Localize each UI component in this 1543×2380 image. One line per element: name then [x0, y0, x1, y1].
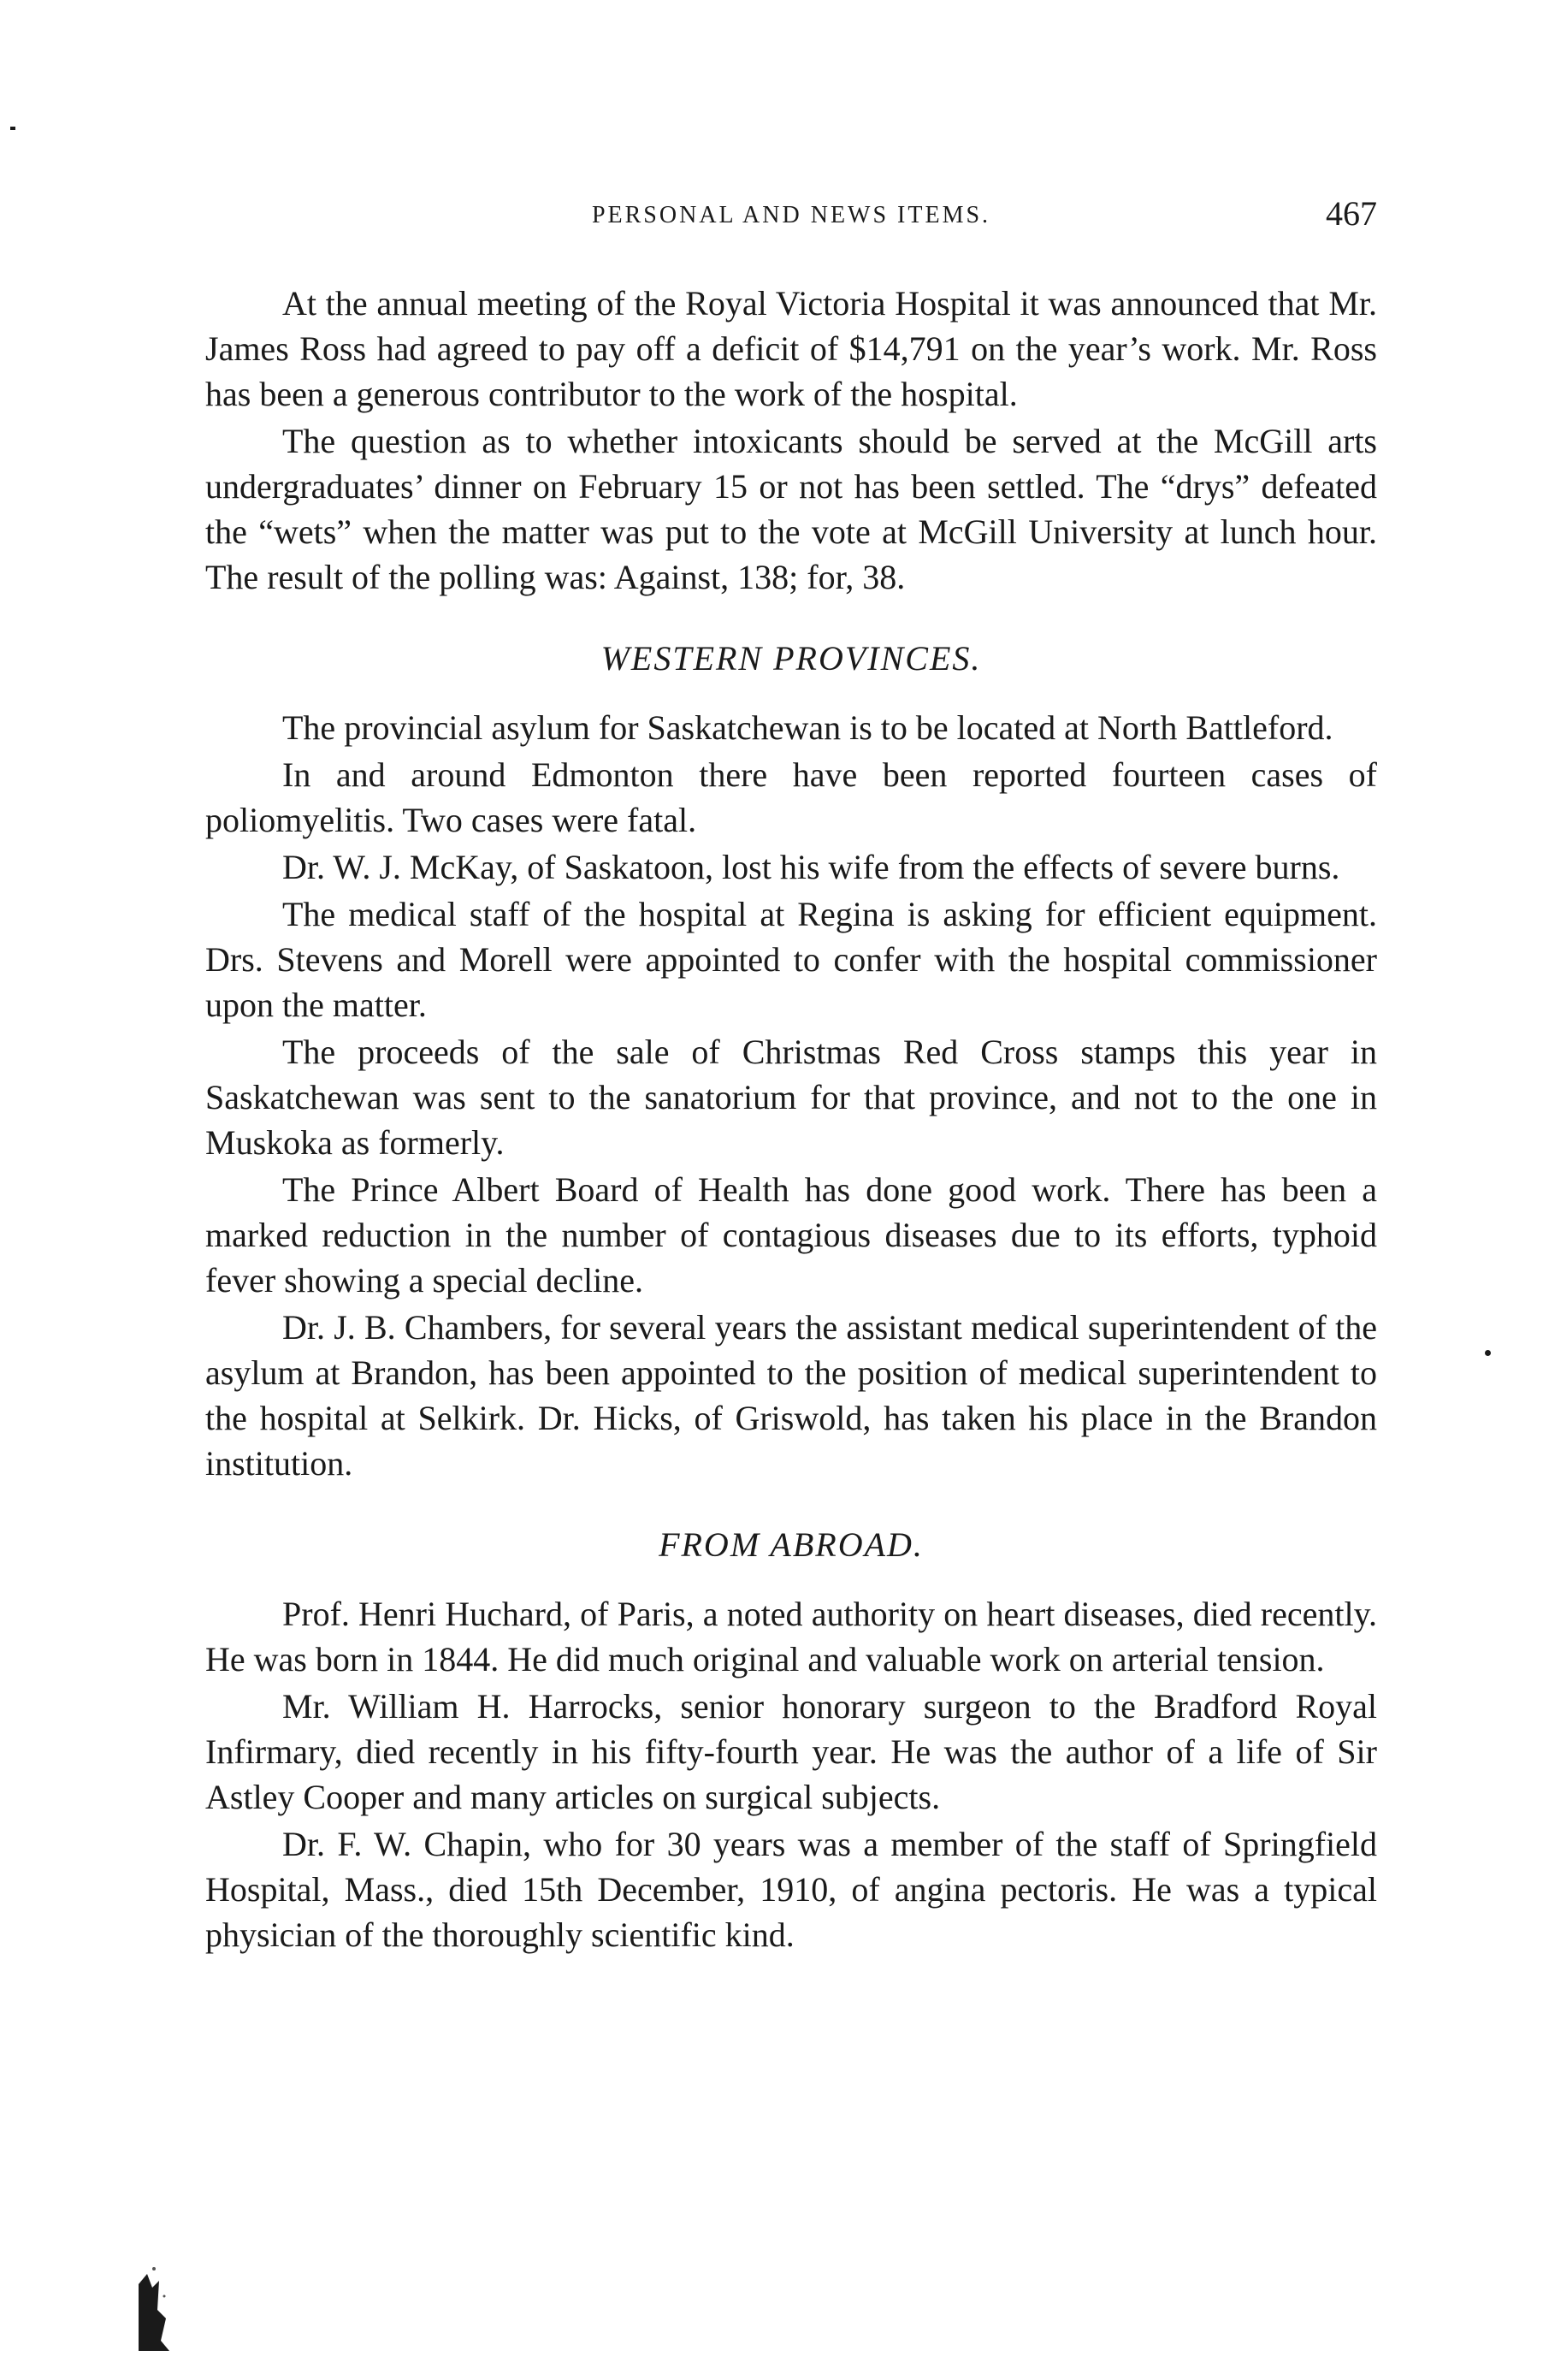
paragraph: The Prince Albert Board of Health has done good work. There has been a marked reduction in the number of contagious diseases due to its efforts, typhoid fever showing a special decline. [205, 1170, 1377, 1300]
paragraph: At the annual meeting of the Royal Victoria Hospital it was announced that Mr. James Ross had agreed to pay off a deficit of $14,791 on the year’s work. Mr. Ross has been a generous contributor to the work of the hospital. [205, 284, 1377, 413]
paragraph: Dr. J. B. Chambers, for several years the assistant medical superintendent of the asylum at Brandon, has been appointed to the position of medical superintendent to the hospital at Selkirk. Dr. Hicks, of Griswold, has taken his place in the Brandon institution. [205, 1308, 1377, 1483]
section-heading: WESTERN PROVINCES. [600, 639, 982, 678]
paragraph: Dr. W. J. McKay, of Saskatoon, lost his wife from the effects of severe burns. [282, 848, 1340, 886]
scan-edge-mark [135, 2259, 173, 2353]
page-number: 467 [1326, 194, 1377, 233]
running-head [205, 194, 1377, 245]
paragraph: The medical staff of the hospital at Regina is asking for efficient equipment. Drs. Stevens and Morell were appointed to confer with the hospital commissioner upon the matter. [205, 895, 1377, 1024]
scan-speck [10, 127, 15, 130]
paragraph: Mr. William H. Harrocks, senior honorary surgeon to the Bradford Royal Infirmary, died recently in his fifty-fourth year. He was the author of a life of Sir Astley Cooper and many articles on surgical subjects. [205, 1687, 1377, 1816]
paragraph: Prof. Henri Huchard, of Paris, a noted authority on heart diseases, died recently. He was born in 1844. He did much original and valuable work on arterial tension. [205, 1595, 1377, 1678]
paragraph: The provincial asylum for Saskatchewan is to be located at North Battleford. [282, 708, 1333, 747]
paragraph: Dr. F. W. Chapin, who for 30 years was a member of the staff of Springfield Hospital, Mass., died 15th December, 1910, of angina pectoris. He was a typical physician of the thoroughly scientific kind. [205, 1825, 1377, 1954]
section-western-provinces [205, 636, 1377, 1486]
paragraph: The question as to whether intoxicants should be served at the McGill arts undergraduates’ dinner on February 15 or not has been settled. The “drys” defeated the “wets” when the matter was put to the vote at McGill University at lunch hour. The result of the polling was: Against, 138; for, 38. [205, 422, 1377, 596]
paragraph: The proceeds of the sale of Christmas Red Cross stamps this year in Saskatchewan was sent to the sanatorium for that province, and not to the one in Muskoka as formerly. [205, 1033, 1377, 1162]
section-from-abroad [205, 1522, 1377, 1957]
article-body [205, 281, 1377, 1959]
running-title: PERSONAL AND NEWS ITEMS. [591, 202, 991, 228]
section-heading: FROM ABROAD. [659, 1525, 924, 1564]
paragraph: In and around Edmonton there have been reported fourteen cases of poliomyelitis. Two cases were fatal. [205, 755, 1377, 839]
scan-speck [1485, 1350, 1491, 1356]
section-general [205, 281, 1377, 600]
